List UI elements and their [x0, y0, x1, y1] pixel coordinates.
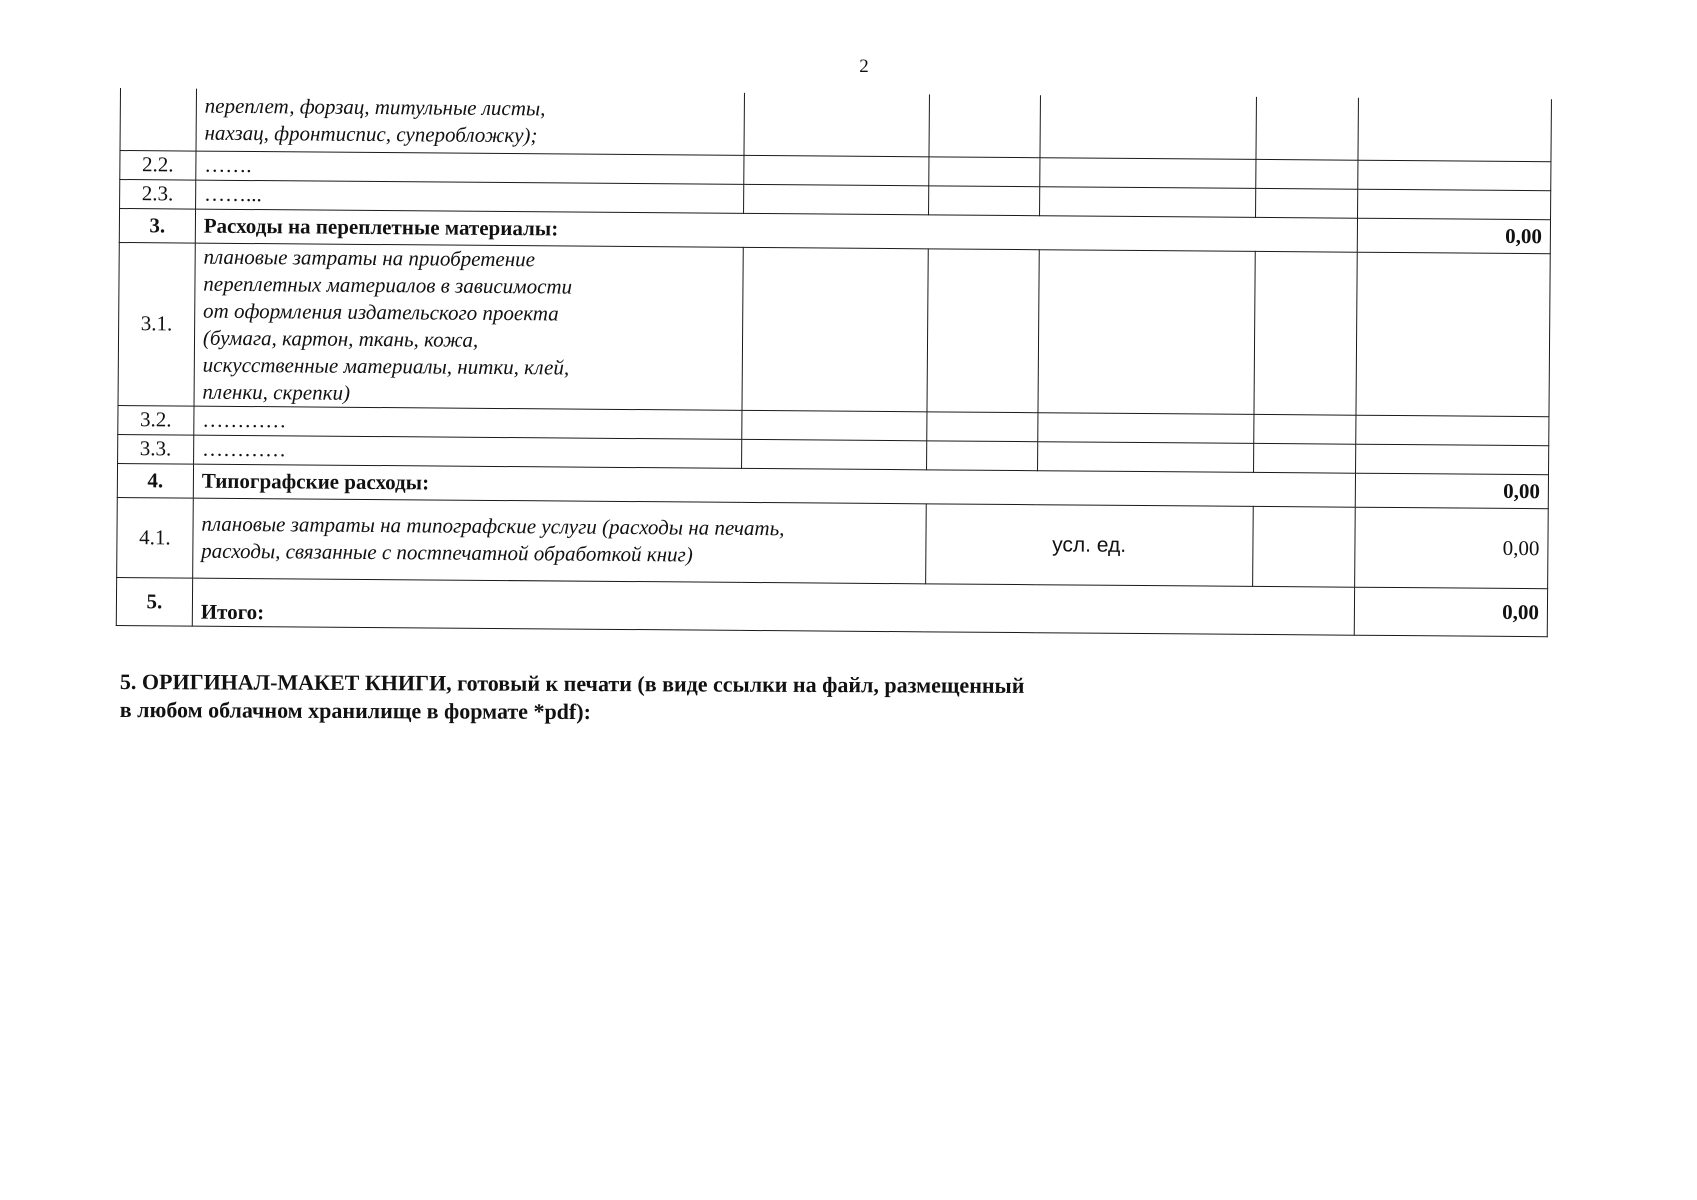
expense-table — [116, 88, 1552, 637]
grand-total-cell: 0,00 — [1355, 587, 1548, 637]
empty-cell — [1356, 444, 1549, 475]
description-line: плановые затраты на типографские услуги (расходы на печать, — [201, 511, 785, 541]
empty-cell — [742, 247, 928, 411]
empty-cell — [742, 410, 927, 440]
description-line: от оформления издательского проекта — [203, 298, 559, 325]
empty-cell — [744, 184, 929, 214]
empty-cell — [1358, 98, 1551, 162]
empty-cell — [1039, 157, 1255, 188]
description-line: переплет, форзац, титульные листы, — [204, 93, 546, 121]
row-number: 3. — [119, 208, 195, 243]
unit-cell: усл. ед. — [925, 503, 1252, 586]
row-number: 3.3. — [118, 434, 194, 464]
description-line: пленки, скрепки) — [202, 379, 351, 405]
section-title-cell: Итого: — [192, 578, 1355, 635]
empty-cell — [742, 439, 927, 469]
description-cell — [196, 89, 745, 155]
empty-cell — [744, 155, 929, 185]
empty-cell — [1039, 186, 1255, 217]
empty-cell — [1254, 251, 1358, 415]
description-cell: ……... — [195, 180, 744, 213]
description-line: переплетных материалов в зависимости — [203, 271, 573, 299]
description-cell: ………… — [194, 406, 743, 439]
empty-cell — [927, 248, 1039, 412]
description-line: нахзац, фронтиспис, суперобложку); — [204, 120, 538, 148]
empty-cell — [1252, 506, 1355, 587]
empty-cell — [1037, 441, 1253, 472]
section-total-cell: 0,00 — [1356, 473, 1549, 509]
empty-cell — [1255, 188, 1358, 218]
empty-cell — [1358, 189, 1551, 220]
description-line: плановые затраты на приобретение — [203, 244, 536, 271]
row-number: 2.2. — [120, 150, 196, 180]
empty-cell — [1253, 443, 1356, 473]
description-line: искусственные материалы, нитки, клей, — [202, 352, 570, 380]
row-number-cell — [120, 88, 196, 151]
value-cell: 0,00 — [1355, 507, 1548, 589]
row-number: 3.2. — [118, 405, 194, 435]
section-title-cell: Расходы на переплетные материалы: — [195, 209, 1358, 252]
table-row-2-1-continued — [120, 88, 1551, 161]
description-cell: ……. — [196, 151, 745, 184]
description-line: (бумага, картон, ткань, кожа, — [202, 325, 479, 352]
description-cell — [193, 498, 927, 584]
page-number: 2 — [859, 56, 869, 77]
empty-cell — [1358, 160, 1551, 191]
empty-cell — [929, 156, 1040, 186]
section-5-heading-line: 5. ОРИГИНАЛ-МАКЕТ КНИГИ, готовый к печати (в виде ссылки на файл, размещенный — [119, 669, 1025, 698]
section-title-cell: Типографские расходы: — [193, 464, 1356, 507]
section-5-heading-line: в любом облачном хранилище в формате *pdf): — [119, 696, 591, 725]
description-line: расходы, связанные с постпечатной обработкой книг) — [201, 538, 693, 567]
table-row-3-1 — [118, 242, 1550, 416]
section-total-cell: 0,00 — [1358, 218, 1551, 254]
empty-cell — [744, 93, 929, 156]
table-row-4-1 — [117, 497, 1549, 588]
empty-cell — [926, 440, 1037, 470]
table-row-5-total — [116, 577, 1547, 636]
row-number: 4. — [117, 463, 193, 498]
row-number: 4.1. — [117, 497, 193, 578]
description-cell — [194, 243, 744, 410]
empty-cell — [1037, 412, 1253, 443]
row-number: 2.3. — [120, 179, 196, 209]
row-number: 3.1. — [118, 242, 195, 406]
empty-cell — [1038, 249, 1255, 414]
empty-cell — [1356, 252, 1550, 417]
empty-cell — [1253, 414, 1356, 444]
empty-cell — [929, 94, 1040, 157]
row-number: 5. — [116, 577, 192, 626]
description-cell: ………… — [193, 435, 742, 468]
section-5-heading — [120, 668, 1320, 729]
empty-cell — [1256, 97, 1359, 160]
empty-cell — [1356, 415, 1549, 446]
empty-cell — [928, 185, 1039, 215]
empty-cell — [1040, 95, 1256, 159]
empty-cell — [927, 411, 1038, 441]
empty-cell — [1255, 159, 1358, 189]
